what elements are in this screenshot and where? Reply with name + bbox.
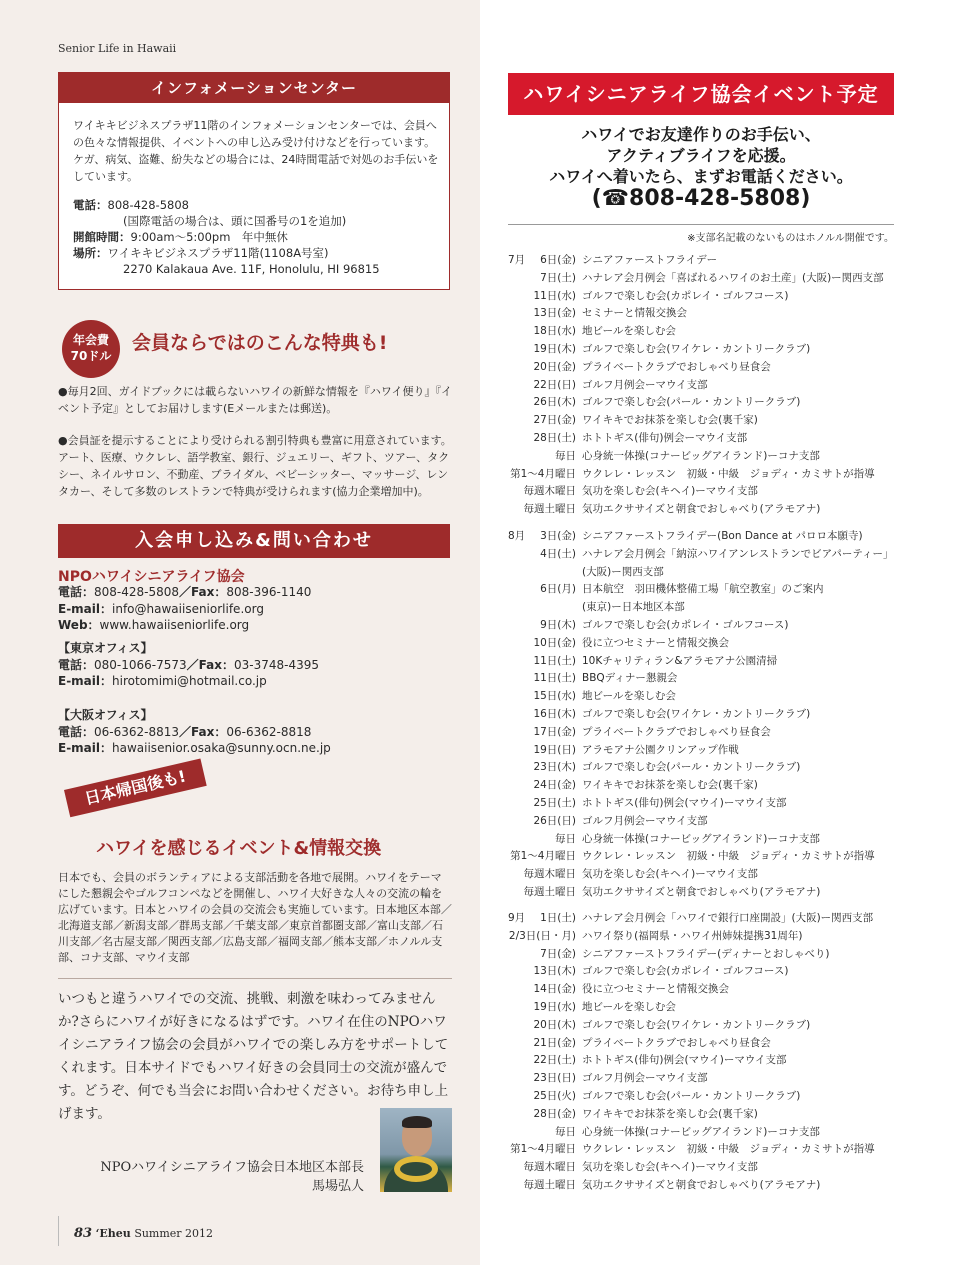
event-title: アラモアナ公園クリンアップ作戦 bbox=[582, 743, 739, 756]
event-date: 28日(土) bbox=[533, 431, 576, 444]
event-date: 7日(金) bbox=[540, 947, 576, 960]
event-date: 27日(金) bbox=[533, 414, 576, 427]
event-row bbox=[508, 1052, 908, 1070]
tokyo-email-link[interactable]: hirotomimi@hotmail.co.jp bbox=[112, 674, 267, 688]
event-title: ワイキキでお抹茶を楽しむ会(裏千家) bbox=[582, 1107, 758, 1120]
event-row bbox=[508, 928, 908, 946]
badge-line2: 70ドル bbox=[70, 349, 112, 363]
event-row bbox=[508, 483, 908, 501]
info-center-intro: ワイキキビジネスプラザ11階のインフォメーションセンターでは、会員への色々な情報提供、イベントへの申し込み受け付けなどを行っています。ケガ、病気、盗難、紛失などの場合には、24時間電話で対処のお手伝いをしています。 bbox=[73, 119, 439, 183]
event-title: 気功エクササイズと朝食でおしゃべり(アラモアナ) bbox=[582, 885, 821, 898]
join-title: 入会申し込み&問い合わせ bbox=[58, 524, 450, 558]
event-date: 13日(金) bbox=[533, 307, 576, 320]
event-row bbox=[508, 394, 908, 412]
event-row bbox=[508, 981, 908, 999]
event-row bbox=[508, 341, 908, 359]
event-date: 1日(土) bbox=[540, 912, 576, 924]
info-center-box bbox=[58, 72, 450, 290]
tel-value: 808-428-5808 bbox=[107, 198, 189, 212]
osaka-fax: 06-6362-8818 bbox=[226, 724, 312, 739]
tagline-line3: ハワイへ着いたら、まずお電話ください。 bbox=[549, 167, 853, 186]
event-title: ウクレレ・レッスン 初級・中級 ジョディ・カミサトが指導 bbox=[582, 467, 875, 480]
message-text: いつもと違うハワイでの交流、挑戦、刺激を味わってみませんか?さらにハワイが好きになるはずです。ハワイ在住のNPOハワイシニアライフ協会の会員がハワイでの楽しみ方をサポートしてくれます。日本サイドでもハワイ好きの会員同士の交流が盛んです。どうぞ、何でも当会にお問い合わせください。お待ち申し上げます。 bbox=[58, 991, 449, 1122]
magazine-name: ‘Eheu bbox=[95, 1227, 131, 1240]
event-title: プライベートクラブでおしゃべり昼食会 bbox=[582, 1036, 771, 1049]
event-title: シニアファーストフライデー bbox=[582, 254, 718, 266]
event-title: 気功を楽しむ会(キヘイ)ーマウイ支部 bbox=[582, 1161, 758, 1174]
event-row bbox=[508, 999, 908, 1017]
event-row bbox=[508, 963, 908, 981]
event-date: 毎日 bbox=[555, 449, 576, 462]
event-row bbox=[508, 528, 908, 546]
event-date: 28日(金) bbox=[533, 1107, 576, 1120]
badge-line1: 年会費 bbox=[72, 333, 109, 347]
event-row bbox=[508, 501, 908, 519]
tagline-line1: ハワイでお友達作りのお手伝い、 bbox=[581, 125, 821, 144]
event-title: 気功を楽しむ会(キヘイ)ーマウイ支部 bbox=[582, 485, 758, 498]
event-row bbox=[508, 599, 908, 617]
main-tel-label: 電話： bbox=[58, 585, 95, 599]
event-row bbox=[508, 430, 908, 448]
hours-label: 開館時間： bbox=[73, 230, 131, 244]
main-fax-label: ／Fax： bbox=[179, 585, 227, 599]
event-date: 25日(火) bbox=[533, 1089, 576, 1102]
event-date: 22日(日) bbox=[533, 378, 576, 391]
event-title: ゴルフ月例会ーマウイ支部 bbox=[582, 814, 708, 827]
event-row bbox=[508, 1159, 908, 1177]
event-date: 第1〜4月曜日 bbox=[510, 1143, 576, 1156]
events-banner: ハワイシニアライフ協会イベント予定 bbox=[508, 73, 894, 115]
osaka-email-link[interactable]: hawaiisenior.osaka@sunny.ocn.ne.jp bbox=[112, 741, 331, 755]
main-office-contact bbox=[58, 584, 452, 634]
event-date: 11日(水) bbox=[533, 289, 576, 302]
org-name: NPOハワイシニアライフ協会 bbox=[58, 569, 245, 585]
events-divider bbox=[508, 224, 894, 225]
event-title: ワイキキでお抹茶を楽しむ会(裏千家) bbox=[582, 414, 758, 427]
event-title: 心身統一体操(コナービッグアイランド)ーコナ支部 bbox=[582, 832, 820, 845]
event-date: 2/3日(日・月) bbox=[508, 929, 576, 942]
benefits-title: 会員ならではのこんな特典も! bbox=[132, 332, 388, 354]
osaka-tel: 06-6362-8813 bbox=[94, 724, 180, 739]
events-september bbox=[508, 910, 908, 1195]
event-row bbox=[508, 635, 908, 653]
place-value: ワイキキビジネスプラザ11階(1108A号室) bbox=[107, 246, 329, 260]
event-row bbox=[508, 377, 908, 395]
event-date: 6日(月) bbox=[540, 583, 576, 596]
event-title: ハナレア会月例会「ハワイで銀行口座開設」(大阪)ー関西支部 bbox=[582, 912, 874, 924]
event-month: 7月 bbox=[508, 254, 526, 266]
events-july bbox=[508, 252, 908, 519]
event-date: 24日(金) bbox=[533, 779, 576, 792]
event-row bbox=[508, 466, 908, 484]
event-date: 14日(金) bbox=[533, 983, 576, 996]
event-row bbox=[508, 359, 908, 377]
event-row bbox=[508, 706, 908, 724]
portrait-hair bbox=[402, 1116, 432, 1128]
portrait-lei bbox=[394, 1156, 438, 1182]
tokyo-office-title: 【東京オフィス】 bbox=[58, 641, 153, 655]
event-date: 23日(木) bbox=[533, 761, 576, 774]
event-date: 18日(水) bbox=[533, 325, 576, 338]
osaka-tel-label: 電話： bbox=[58, 724, 95, 739]
event-date: 毎週土曜日 bbox=[523, 503, 576, 516]
event-row bbox=[508, 813, 908, 831]
event-title: シニアファーストフライデー(Bon Dance at パロロ本願寺) bbox=[582, 530, 863, 542]
event-row bbox=[508, 946, 908, 964]
main-fax: 808-396-1140 bbox=[226, 585, 312, 599]
event-title: ゴルフで楽しむ会(カポレイ・ゴルフコース) bbox=[582, 965, 789, 978]
main-email-link[interactable]: info@hawaiiseniorlife.org bbox=[112, 601, 264, 616]
page-number: 83 bbox=[74, 1226, 93, 1241]
event-title: ホトトギス(俳句)例会(マウイ)ーマウイ支部 bbox=[582, 796, 787, 809]
event-date: 7日(土) bbox=[540, 271, 576, 284]
event-title: ハナレア会月例会「納涼ハワイアンレストランでビアパーティー」 bbox=[582, 547, 894, 560]
event-row bbox=[508, 1035, 908, 1053]
event-date: 17日(金) bbox=[533, 725, 576, 738]
event-row bbox=[508, 448, 908, 466]
event-title: ウクレレ・レッスン 初級・中級 ジョディ・カミサトが指導 bbox=[582, 1143, 875, 1156]
tokyo-fax: 03-3748-4395 bbox=[234, 657, 320, 672]
event-row bbox=[508, 323, 908, 341]
event-date: 毎週木曜日 bbox=[523, 868, 576, 881]
event-date: 6日(金) bbox=[540, 254, 576, 266]
return-home-tag: 日本帰国後も! bbox=[64, 759, 207, 818]
event-row bbox=[508, 1124, 908, 1142]
event-title: 心身統一体操(コナービッグアイランド)ーコナ支部 bbox=[582, 1125, 820, 1138]
event-date: 11日(土) bbox=[533, 672, 576, 685]
event-row bbox=[508, 617, 908, 635]
event-date: 毎週木曜日 bbox=[523, 1161, 576, 1174]
event-row bbox=[508, 910, 908, 928]
event-title: ゴルフで楽しむ会(ワイケレ・カントリークラブ) bbox=[582, 342, 811, 355]
event-date: 10日(金) bbox=[533, 636, 576, 649]
tagline-line2: アクティブライフを応援。 bbox=[606, 146, 796, 165]
event-row bbox=[508, 1177, 908, 1195]
event-date: 3日(金) bbox=[540, 530, 576, 542]
events-tagline bbox=[508, 124, 894, 187]
event-title: ゴルフ月例会ーマウイ支部 bbox=[582, 378, 708, 391]
event-title: ゴルフで楽しむ会(カポレイ・ゴルフコース) bbox=[582, 289, 789, 302]
place-label: 場所： bbox=[73, 246, 108, 260]
event-title: 役に立つセミナーと情報交換会 bbox=[582, 636, 729, 649]
event-date: 19日(日) bbox=[533, 743, 576, 756]
event-title: 気功エクササイズと朝食でおしゃべり(アラモアナ) bbox=[582, 503, 821, 516]
event-date: 毎日 bbox=[555, 832, 576, 845]
event-date: 11日(土) bbox=[533, 654, 576, 667]
event-row bbox=[508, 653, 908, 671]
event-date: 9日(木) bbox=[540, 618, 576, 631]
event-row bbox=[508, 831, 908, 849]
event-title: ホトトギス(俳句)例会(マウイ)ーマウイ支部 bbox=[582, 1054, 787, 1067]
benefits-paragraph-1: ●毎月2回、ガイドブックには載らないハワイの新鮮な情報を『ハワイ便り』『イベント予定』としてお届けします(Eメールまたは郵送)。 bbox=[58, 385, 453, 415]
event-date: 4日(土) bbox=[540, 547, 576, 560]
event-row bbox=[508, 884, 908, 902]
running-head: Senior Life in Hawaii bbox=[58, 42, 177, 55]
event-title: (大阪)ー関西支部 bbox=[582, 565, 664, 578]
annual-fee-badge bbox=[62, 320, 120, 378]
event-row bbox=[508, 688, 908, 706]
event-row bbox=[508, 670, 908, 688]
osaka-office-title: 【大阪オフィス】 bbox=[58, 708, 153, 722]
event-row bbox=[508, 305, 908, 323]
event-month: 9月 bbox=[508, 912, 526, 924]
event-title: ハナレア会月例会「喜ばれるハワイのお土産」(大阪)ー関西支部 bbox=[582, 271, 884, 284]
event-date: 15日(水) bbox=[533, 690, 576, 703]
event-row bbox=[508, 777, 908, 795]
event-date: 毎週土曜日 bbox=[523, 1178, 576, 1191]
event-title: BBQディナー懇親会 bbox=[582, 672, 678, 685]
event-title: (東京)ー日本地区本部 bbox=[582, 601, 685, 614]
event-title: 地ビールを楽しむ会 bbox=[582, 325, 676, 338]
event-date: 22日(土) bbox=[533, 1054, 576, 1067]
tokyo-fax-label: ／Fax： bbox=[186, 657, 235, 672]
event-title: 気功エクササイズと朝食でおしゃべり(アラモアナ) bbox=[582, 1178, 821, 1191]
tokyo-tel-label: 電話： bbox=[58, 657, 95, 672]
main-web-label: Web： bbox=[58, 618, 100, 632]
event-row bbox=[508, 564, 908, 582]
event-title: プライベートクラブでおしゃべり昼食会 bbox=[582, 725, 771, 738]
event-title: 心身統一体操(コナービッグアイランド)ーコナ支部 bbox=[582, 449, 820, 462]
signature-title: NPOハワイシニアライフ協会日本地区本部長 bbox=[100, 1160, 364, 1175]
event-title: ゴルフで楽しむ会(カポレイ・ゴルフコース) bbox=[582, 618, 789, 631]
event-row bbox=[508, 412, 908, 430]
event-row bbox=[508, 1141, 908, 1159]
signature-name: 馬場弘人 bbox=[311, 1179, 364, 1194]
info-center-title: インフォメーションセンター bbox=[59, 73, 449, 103]
main-web-link[interactable]: www.hawaiiseniorlife.org bbox=[99, 618, 250, 632]
event-date: 19日(木) bbox=[533, 342, 576, 355]
message-divider bbox=[58, 978, 452, 979]
event-date: 23日(日) bbox=[533, 1072, 576, 1085]
event-row bbox=[508, 288, 908, 306]
hours-value: 9:00am〜5:00pm 年中無休 bbox=[130, 230, 288, 244]
event-title: ウクレレ・レッスン 初級・中級 ジョディ・カミサトが指導 bbox=[582, 850, 875, 863]
event-title: 地ビールを楽しむ会 bbox=[582, 690, 676, 703]
event-title: シニアファーストフライデー(ディナーとおしゃべり) bbox=[582, 947, 830, 960]
main-email-label: E-mail： bbox=[58, 601, 113, 616]
osaka-office-contact bbox=[58, 707, 452, 757]
main-tel: 808-428-5808 bbox=[94, 585, 180, 599]
event-date: 毎週土曜日 bbox=[523, 885, 576, 898]
return-home-text: 日本でも、会員のボランティアによる支部活動を各地で展開。ハワイをテーマにした懇親会やゴルフコンペなどを開催し、ハワイ大好きな人々の交流の輪を広げています。日本とハワイの会員の交流会も実施しています。日本地区本部／北海道支部／新潟支部／群馬支部／千葉支部／東京首都圏支部／富山支部／石川支部／名古屋支部／関西支部／広島支部／福岡支部／熊本支部／ホノルル支部、コナ支部、マウイ支部 bbox=[58, 871, 452, 964]
events-note: ※支部名記載のないものはホノルル開催です。 bbox=[687, 233, 894, 244]
event-date: 25日(土) bbox=[533, 796, 576, 809]
event-title: 地ビールを楽しむ会 bbox=[582, 1000, 676, 1013]
tel-note: (国際電話の場合は、頭に国番号の1を追加) bbox=[123, 214, 347, 228]
event-row bbox=[508, 270, 908, 288]
tel-label: 電話： bbox=[73, 198, 108, 212]
event-row bbox=[508, 581, 908, 599]
footer-rule bbox=[58, 1216, 59, 1246]
event-title: ホトトギス(俳句)例会ーマウイ支部 bbox=[582, 431, 748, 444]
tokyo-tel: 080-1066-7573 bbox=[94, 657, 187, 672]
event-month: 8月 bbox=[508, 530, 526, 542]
osaka-email-label: E-mail： bbox=[58, 741, 113, 755]
event-title: ゴルフで楽しむ会(ワイケレ・カントリークラブ) bbox=[582, 707, 811, 720]
event-row bbox=[508, 1017, 908, 1035]
portrait-photo bbox=[380, 1108, 452, 1192]
event-date: 20日(金) bbox=[533, 360, 576, 373]
event-date: 第1〜4月曜日 bbox=[510, 850, 576, 863]
event-row bbox=[508, 724, 908, 742]
event-row bbox=[508, 848, 908, 866]
event-row bbox=[508, 1070, 908, 1088]
event-title: ゴルフで楽しむ会(ワイケレ・カントリークラブ) bbox=[582, 1018, 811, 1031]
osaka-fax-label: ／Fax： bbox=[179, 724, 227, 739]
event-title: ゴルフ月例会ーマウイ支部 bbox=[582, 1072, 708, 1085]
event-row bbox=[508, 795, 908, 813]
event-title: 10Kチャリティラン&アラモアナ公園清掃 bbox=[582, 654, 778, 667]
event-title: 日本航空 羽田機体整備工場「航空教室」のご案内 bbox=[582, 583, 824, 596]
event-title: 役に立つセミナーと情報交換会 bbox=[582, 983, 729, 996]
event-title: ゴルフで楽しむ会(パール・カントリークラブ) bbox=[582, 396, 801, 409]
events-phone: (☎808-428-5808) bbox=[591, 186, 811, 211]
event-date: 21日(金) bbox=[533, 1036, 576, 1049]
tokyo-office-contact bbox=[58, 640, 452, 690]
footer bbox=[74, 1226, 213, 1241]
event-date: 20日(木) bbox=[533, 1018, 576, 1031]
address-value: 2270 Kalakaua Ave. 11F, Honolulu, HI 96815 bbox=[123, 262, 380, 276]
event-title: ゴルフで楽しむ会(パール・カントリークラブ) bbox=[582, 761, 801, 774]
event-title: セミナーと情報交換会 bbox=[582, 307, 687, 320]
event-date: 19日(水) bbox=[533, 1000, 576, 1013]
event-row bbox=[508, 1088, 908, 1106]
info-center-contact bbox=[73, 197, 439, 277]
benefits-paragraph-2: ●会員証を提示することにより受けられる割引特典も豊富に用意されています。アート、医療、ウクレレ、語学教室、銀行、ジュエリー、ギフト、ツアー、タクシー、ネイルサロン、不動産、ブライダル、ベビーシッター、マッサージ、レンタカー、そして多数のレストランで特典が受けられます(協力企業増加中)。 bbox=[58, 434, 452, 498]
events-august bbox=[508, 528, 908, 902]
event-date: 26日(日) bbox=[533, 814, 576, 827]
event-title: ゴルフで楽しむ会(パール・カントリークラブ) bbox=[582, 1089, 801, 1102]
return-home-subtitle: ハワイを感じるイベント&情報交換 bbox=[96, 838, 382, 859]
event-row bbox=[508, 546, 908, 564]
event-row bbox=[508, 759, 908, 777]
tokyo-email-label: E-mail： bbox=[58, 674, 113, 688]
event-row bbox=[508, 1106, 908, 1124]
event-title: 気功を楽しむ会(キヘイ)ーマウイ支部 bbox=[582, 868, 758, 881]
event-row bbox=[508, 742, 908, 760]
event-date: 13日(木) bbox=[533, 965, 576, 978]
event-title: ハワイ祭り(福岡県・ハワイ州姉妹提携31周年) bbox=[582, 929, 803, 942]
event-title: プライベートクラブでおしゃべり昼食会 bbox=[582, 360, 771, 373]
event-row bbox=[508, 866, 908, 884]
event-date: 毎週木曜日 bbox=[523, 485, 576, 498]
event-date: 第1〜4月曜日 bbox=[510, 467, 576, 480]
event-date: 26日(木) bbox=[533, 396, 576, 409]
event-title: ワイキキでお抹茶を楽しむ会(裏千家) bbox=[582, 779, 758, 792]
event-date: 16日(木) bbox=[533, 707, 576, 720]
event-row bbox=[508, 252, 908, 270]
event-date: 毎日 bbox=[555, 1125, 576, 1138]
issue: Summer 2012 bbox=[134, 1227, 214, 1240]
